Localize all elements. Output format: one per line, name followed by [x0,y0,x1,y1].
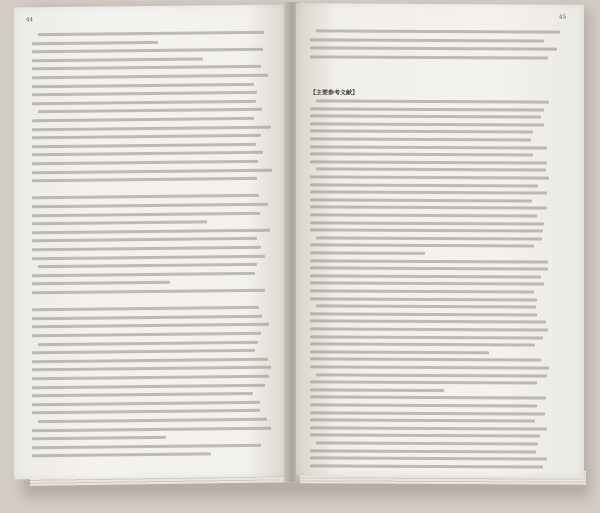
text-line [310,396,546,400]
text-line [316,305,536,309]
text-line [310,137,531,141]
text-line [32,453,211,458]
text-line [310,229,543,233]
right-page [296,3,584,477]
text-line [310,365,549,369]
text-line [32,117,254,122]
text-line [32,237,257,242]
text-line [310,282,544,286]
text-line [32,221,207,226]
text-line [316,236,542,240]
text-line [32,143,256,148]
text-line [310,343,535,347]
left-page-text-block [14,5,288,8]
text-line [32,289,265,294]
text-line [38,340,258,345]
text-line [310,426,547,430]
text-line [38,263,257,268]
text-line [310,289,534,293]
text-line [310,183,538,187]
text-line [32,65,261,70]
text-line [32,41,158,45]
text-line [32,100,256,105]
text-line [310,38,544,42]
text-line [32,426,271,432]
text-line [32,203,268,208]
text-line [310,403,537,407]
text-line [310,335,543,339]
text-line [310,419,535,423]
text-line [32,272,255,277]
right-page-number: 45 [559,14,566,21]
text-line [32,246,261,251]
text-line [310,259,548,263]
text-line [32,401,260,406]
text-line [310,464,543,468]
text-line [310,274,541,278]
text-line [310,449,536,453]
text-line [32,332,261,337]
text-line [32,83,254,88]
text-line [32,436,166,440]
text-line [310,122,544,126]
text-line [310,206,547,210]
text-line [310,160,547,164]
text-line [32,383,265,388]
text-line [316,168,546,172]
text-line [310,244,534,248]
text-line [310,297,537,301]
text-line [32,194,259,199]
text-line [310,411,545,415]
text-line [32,366,271,372]
text-line [310,350,489,354]
text-line [32,409,260,414]
text-line [32,91,257,96]
text-line [38,31,264,36]
text-line [310,457,547,461]
text-line [310,55,548,59]
text-line [32,168,272,174]
text-line [310,320,546,324]
text-line [32,281,170,285]
text-line [316,373,547,377]
text-line [316,441,538,445]
text-line [310,153,533,157]
right-page-text-block [296,3,584,5]
text-line [38,108,262,113]
text-line [310,388,444,392]
text-line [310,115,541,119]
text-line [32,134,261,139]
text-line [32,177,257,182]
text-line [310,312,537,316]
text-line [32,211,260,216]
text-line [310,213,537,217]
text-line [32,392,253,397]
text-line [310,198,532,202]
text-line [310,191,547,195]
text-line [32,74,268,79]
text-line [316,29,560,33]
text-line [32,151,263,156]
text-line [32,349,255,354]
text-line [32,160,258,165]
text-line [310,130,533,134]
text-line [316,99,549,103]
text-line [32,57,203,62]
text-line [310,434,540,438]
text-line [38,418,267,423]
text-line [310,381,537,385]
references-heading: 【主要参考文献】 [310,89,359,97]
text-line [310,327,548,331]
text-line [310,267,548,271]
text-line [32,306,259,311]
text-line [32,323,269,328]
text-line [310,251,425,255]
text-line [310,358,541,362]
text-line [32,358,268,363]
text-line [32,125,271,131]
text-line [32,444,261,449]
text-line [32,375,269,380]
text-line [310,107,544,111]
left-page [14,5,288,480]
left-page-number: 44 [26,17,33,24]
text-line [310,221,544,225]
text-line [32,48,263,53]
text-line [310,175,549,179]
text-line [32,315,262,320]
text-line [32,229,270,234]
text-line [32,254,265,259]
text-line [310,47,557,51]
text-line [310,145,547,149]
